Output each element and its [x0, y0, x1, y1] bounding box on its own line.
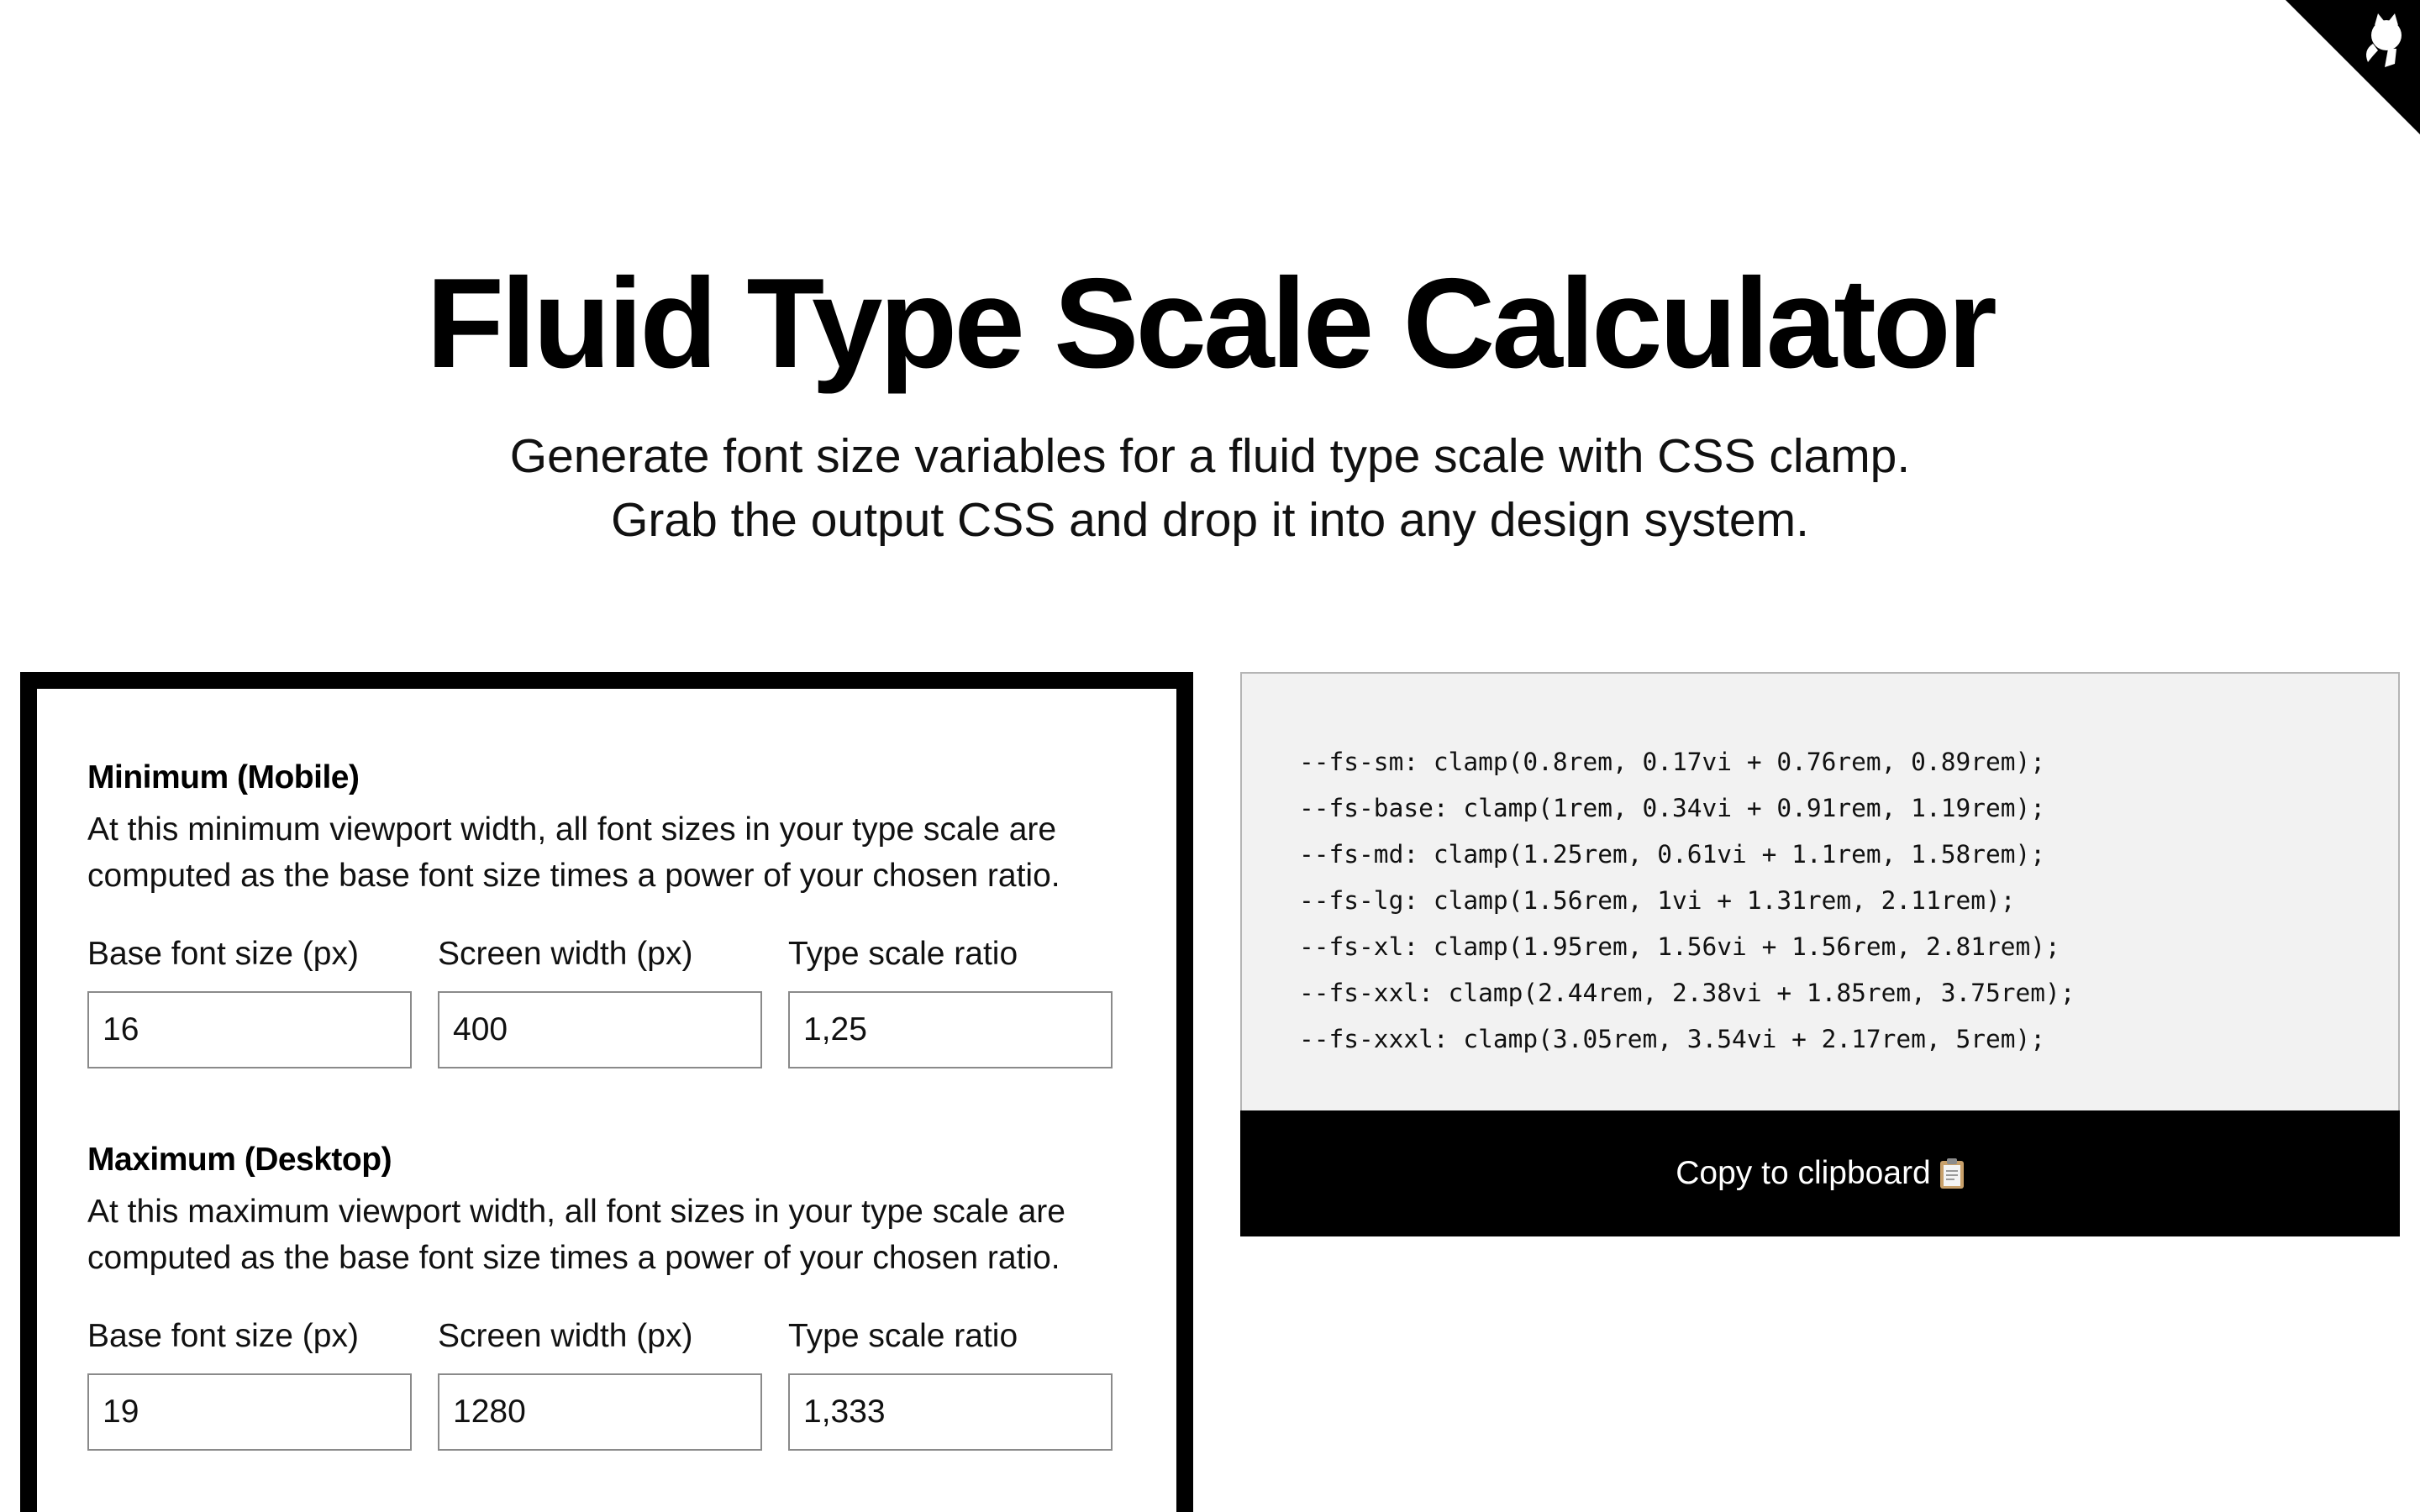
- copy-button-label: Copy to clipboard: [1676, 1155, 1931, 1191]
- scale-config-card: [20, 672, 1193, 1512]
- min-screen-width-input[interactable]: [438, 991, 762, 1068]
- maximum-config-section: [87, 1140, 1129, 1451]
- max-screen-width-label: Screen width (px): [438, 1318, 693, 1354]
- page-subtitle: Generate font size variables for a fluid type scale with CSS clamp. Grab the output CSS and drop it into any design system.: [509, 429, 1911, 547]
- min-type-scale-ratio-input[interactable]: [788, 991, 1113, 1068]
- minimum-field-row: [87, 934, 1129, 1068]
- max-base-font-size-label: Base font size (px): [87, 1318, 359, 1354]
- copy-to-clipboard-button[interactable]: [1240, 1110, 2400, 1236]
- min-screen-width-label: Screen width (px): [438, 936, 693, 972]
- max-screen-width-field: [438, 1316, 762, 1451]
- code-line-fs-xl: --fs-xl: clamp(1.95rem, 1.56vi + 1.56rem, 2.81rem);: [1299, 932, 2060, 961]
- min-base-font-size-label: Base font size (px): [87, 936, 359, 972]
- min-type-scale-ratio-label: Type scale ratio: [788, 936, 1018, 972]
- max-type-scale-ratio-label: Type scale ratio: [788, 1318, 1018, 1354]
- code-line-fs-lg: --fs-lg: clamp(1.56rem, 1vi + 1.31rem, 2.11rem);: [1299, 886, 2016, 915]
- min-base-font-size-field: [87, 934, 412, 1068]
- code-line-fs-md: --fs-md: clamp(1.25rem, 0.61vi + 1.1rem, 1.58rem);: [1299, 840, 2046, 869]
- max-type-scale-ratio-field: [788, 1316, 1113, 1451]
- code-line-fs-xxxl: --fs-xxxl: clamp(3.05rem, 3.54vi + 2.17rem, 5rem);: [1299, 1025, 2046, 1053]
- page-title: Fluid Type Scale Calculator: [426, 252, 1994, 395]
- maximum-field-row: [87, 1316, 1129, 1451]
- clipboard-icon: [1939, 1158, 1965, 1189]
- css-output-code[interactable]: [1299, 739, 2075, 1063]
- maximum-section-title: Maximum (Desktop): [87, 1142, 392, 1178]
- code-line-fs-xxl: --fs-xxl: clamp(2.44rem, 2.38vi + 1.85rem, 3.75rem);: [1299, 979, 2075, 1007]
- max-type-scale-ratio-input[interactable]: [788, 1373, 1113, 1451]
- min-base-font-size-input[interactable]: [87, 991, 412, 1068]
- code-line-fs-base: --fs-base: clamp(1rem, 0.34vi + 0.91rem, 1.19rem);: [1299, 794, 2046, 822]
- min-screen-width-field: [438, 934, 762, 1068]
- code-line-fs-sm: --fs-sm: clamp(0.8rem, 0.17vi + 0.76rem, 0.89rem);: [1299, 748, 2046, 776]
- minimum-config-section: [87, 758, 1129, 1068]
- max-screen-width-input[interactable]: [438, 1373, 762, 1451]
- max-base-font-size-field: [87, 1316, 412, 1451]
- minimum-section-description: At this minimum viewport width, all font sizes in your type scale are computed as the base font size times a power of your chosen ratio.: [87, 811, 1060, 894]
- maximum-section-description: At this maximum viewport width, all font sizes in your type scale are computed as the base font size times a power of your chosen ratio.: [87, 1194, 1065, 1276]
- max-base-font-size-input[interactable]: [87, 1373, 412, 1451]
- github-octocat-icon: [2286, 0, 2420, 134]
- min-type-scale-ratio-field: [788, 934, 1113, 1068]
- minimum-section-title: Minimum (Mobile): [87, 759, 360, 795]
- github-corner-link[interactable]: [2286, 0, 2420, 134]
